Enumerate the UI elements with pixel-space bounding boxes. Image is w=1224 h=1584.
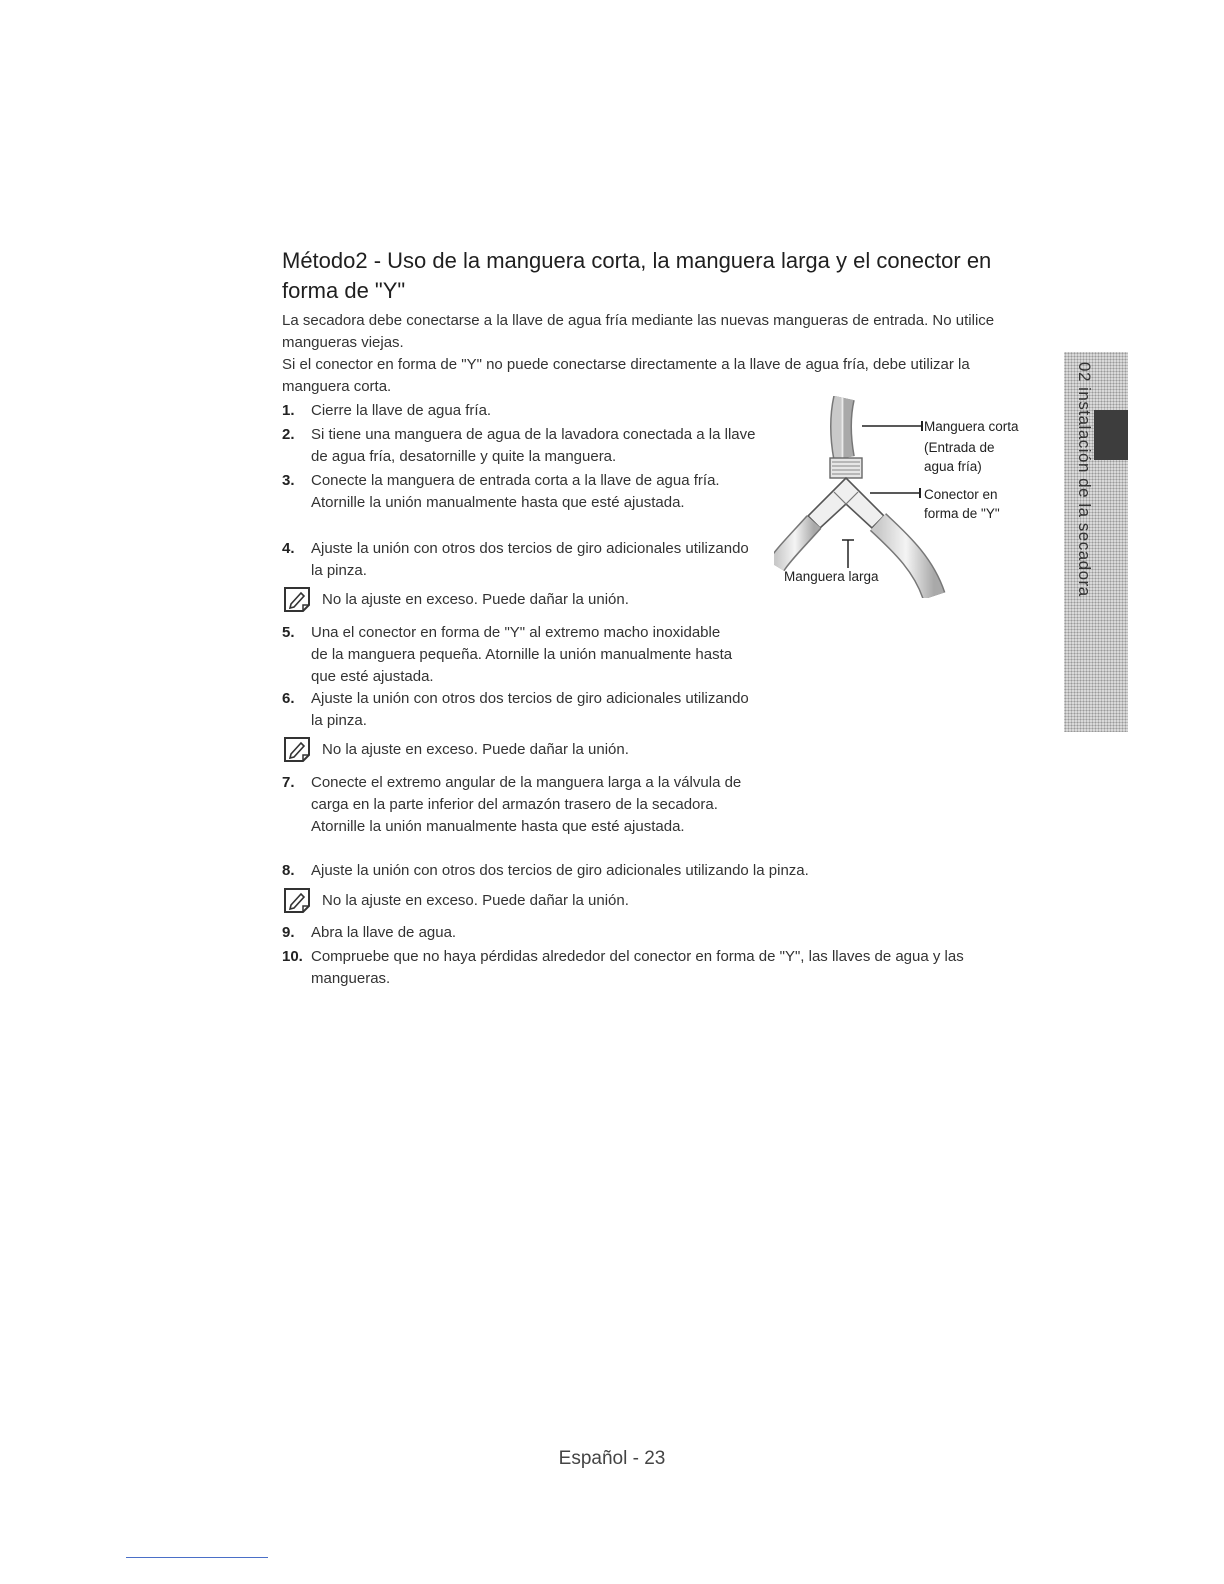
note-text: No la ajuste en exceso. Puede dañar la unión.	[322, 591, 629, 608]
y-connector-diagram	[774, 396, 1036, 598]
section-title: Método2 - Uso de la manguera corta, la manguera larga y el conector en forma de "Y"	[282, 248, 992, 303]
bottom-rule	[126, 1557, 268, 1558]
step-text: Abra la llave de agua.	[311, 924, 457, 941]
step-5	[282, 622, 782, 688]
step-3	[282, 470, 782, 536]
step-8	[282, 860, 982, 882]
chapter-side-tab-label: 02 instalación de la secadora	[1075, 362, 1094, 597]
step-10	[282, 946, 1042, 990]
step-number: 10.	[282, 948, 303, 965]
step-9	[282, 922, 982, 944]
step-text: Compruebe que no haya pérdidas alrededor del conector en forma de "Y", las llaves de agua y las mangueras.	[311, 948, 964, 987]
step-number: 4.	[282, 540, 295, 557]
step-text: Conecte la manguera de entrada corta a la llave de agua fría. Atornille la unión manualmente hasta que esté ajustada.	[311, 472, 720, 511]
chapter-marker	[1094, 410, 1128, 460]
step-2	[282, 424, 782, 468]
note-1	[282, 589, 742, 611]
label-y-connector-line2: forma de "Y"	[924, 506, 1000, 521]
step-text: Una el conector en forma de "Y" al extremo macho inoxidable de la manguera pequeña. Atornille la unión manualmente hasta que esté ajustada.	[311, 624, 733, 685]
step-1	[282, 400, 782, 422]
step-text: Si tiene una manguera de agua de la lavadora conectada a la llave de agua fría, desatornille y quite la manguera.	[311, 426, 756, 465]
label-short-hose: Manguera corta	[924, 419, 1019, 434]
note-text: No la ajuste en exceso. Puede dañar la unión.	[322, 741, 629, 758]
label-short-hose-line2: (Entrada de	[924, 440, 995, 455]
note-3	[282, 890, 742, 912]
label-short-hose-line3: agua fría)	[924, 459, 982, 474]
step-text: Ajuste la unión con otros dos tercios de giro adicionales utilizando la pinza.	[311, 862, 809, 879]
step-number: 5.	[282, 624, 295, 641]
note-pencil-icon	[282, 585, 312, 613]
step-4	[282, 538, 782, 582]
step-text: Ajuste la unión con otros dos tercios de giro adicionales utilizando la pinza.	[311, 690, 749, 729]
intro-paragraph-2: Si el conector en forma de "Y" no puede conectarse directamente a la llave de agua fría, debe utilizar la manguera corta.	[282, 356, 970, 395]
note-pencil-icon	[282, 735, 312, 763]
step-number: 3.	[282, 472, 295, 489]
step-text: Cierre la llave de agua fría.	[311, 402, 492, 419]
step-number: 2.	[282, 426, 295, 443]
step-6	[282, 688, 782, 732]
note-text: No la ajuste en exceso. Puede dañar la unión.	[322, 892, 629, 909]
label-long-hose: Manguera larga	[784, 569, 879, 584]
label-y-connector: Conector en	[924, 487, 998, 502]
step-number: 1.	[282, 402, 295, 419]
step-text: Ajuste la unión con otros dos tercios de giro adicionales utilizando la pinza.	[311, 540, 749, 579]
step-text: Conecte el extremo angular de la manguera larga a la válvula de carga en la parte inferior del armazón trasero de la secadora. Atornille la unión manualmente hasta que esté ajustada.	[311, 774, 742, 835]
note-2	[282, 739, 742, 761]
step-number: 7.	[282, 774, 295, 791]
page-number: Español - 23	[558, 1448, 666, 1469]
step-7	[282, 772, 802, 860]
step-number: 8.	[282, 862, 295, 879]
step-number: 9.	[282, 924, 295, 941]
note-pencil-icon	[282, 886, 312, 914]
step-number: 6.	[282, 690, 295, 707]
intro-paragraph-1: La secadora debe conectarse a la llave de agua fría mediante las nuevas mangueras de entrada. No utilice mangueras viejas.	[282, 312, 995, 351]
